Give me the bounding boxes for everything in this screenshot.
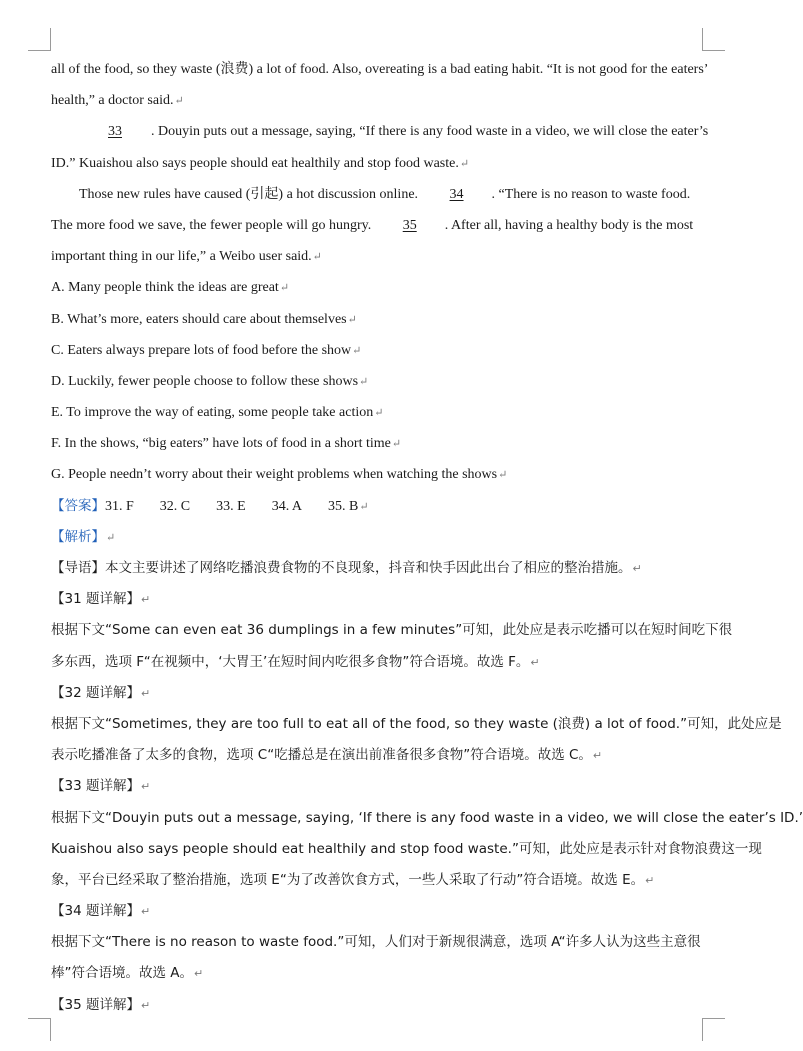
paragraph-mark: ↵ [498, 469, 508, 482]
analysis-label-line [51, 522, 705, 553]
blank-33: 33 [108, 124, 122, 140]
option-g [51, 459, 705, 490]
option-text: A. Many people think the ideas are great [51, 280, 279, 296]
text-line [51, 54, 709, 85]
text-run: Kuaishou also says people should eat healthily and stop food waste.”可知，此处应是表示针对食物浪费这一现 [51, 840, 762, 857]
paragraph-mark: ↵ [140, 593, 151, 607]
text-line [51, 210, 705, 241]
analysis-label: 【解析】 [51, 528, 105, 545]
section-title: 【32 题详解】 [51, 684, 140, 701]
text-run: all of the food, so they waste (浪费) a lot of food. Also, overeating is a bad eating habit. “It is not good for the eaters’ [51, 62, 709, 77]
paragraph-mark: ↵ [352, 344, 362, 357]
option-e [51, 397, 705, 428]
paragraph-mark: ↵ [140, 780, 151, 794]
answer-item: 31. F [105, 498, 134, 514]
option-text: F. In the shows, “big eaters” have lots of food in a short time [51, 436, 391, 452]
text-line [51, 116, 709, 147]
text-line [51, 85, 705, 116]
text-line [51, 647, 705, 678]
option-d [51, 366, 705, 397]
option-c [51, 335, 705, 366]
answer-item: 33. E [216, 498, 246, 514]
text-run: important thing in our life,” a Weibo user said. [51, 249, 312, 265]
paragraph-mark: ↵ [530, 655, 540, 669]
text-line [51, 241, 705, 272]
page-corner-mark-bottom-right [702, 1018, 725, 1041]
text-run: 根据下文“Douyin puts out a message, saying, ‘If there is any food waste in a video, we will close the eater’s ID.’ [51, 809, 803, 826]
q33-title [51, 771, 705, 802]
text-run: 多东西，选项 F“在视频中，‘大胃王’在短时间内吃很多食物”符合语境。故选 F。 [51, 653, 530, 670]
text-line [51, 803, 803, 834]
q34-title [51, 896, 705, 927]
answer-item: 34. A [271, 498, 303, 514]
text-run: 根据下文“Sometimes, they are too full to eat all of the food, so they waste (浪费) a lot of food.”可知，此处应是 [51, 715, 782, 732]
text-run: 棒”符合语境。故选 A。 [51, 965, 194, 982]
paragraph-mark: ↵ [347, 313, 357, 326]
paragraph-mark: ↵ [140, 905, 151, 919]
guide-line [51, 553, 705, 584]
text-run: . “There is no reason to waste food. [491, 186, 691, 202]
option-b [51, 304, 705, 335]
blank-34: 34 [449, 186, 464, 202]
text-line [51, 709, 782, 740]
blank-35: 35 [402, 217, 417, 233]
option-text: C. Eaters always prepare lots of food before the show [51, 342, 352, 358]
paragraph-mark: ↵ [140, 998, 151, 1012]
paragraph-mark: ↵ [592, 749, 603, 763]
text-line [51, 148, 705, 179]
paragraph-mark: ↵ [374, 407, 384, 420]
answer-line [51, 491, 705, 522]
text-run: Those new rules have caused (引起) a hot discussion online. [79, 186, 419, 202]
text-line [51, 615, 733, 646]
text-line [51, 865, 705, 896]
section-title: 【33 题详解】 [51, 778, 140, 795]
paragraph-mark: ↵ [391, 438, 402, 451]
paragraph-mark: ↵ [645, 873, 655, 887]
option-a [51, 272, 705, 303]
paragraph-mark: ↵ [194, 967, 204, 981]
paragraph-mark: ↵ [106, 531, 116, 544]
paragraph-mark: ↵ [359, 500, 369, 513]
text-run: . Douyin puts out a message, saying, “If there is any food waste in a video, we will close the eater’s [151, 124, 709, 140]
text-run: . After all, having a healthy body is the most [444, 217, 694, 233]
page-corner-mark-top-left [28, 28, 51, 51]
guide-text: 【导语】本文主要讲述了网络吃播浪费食物的不良现象，抖音和快手因此出台了相应的整治措施。 [51, 560, 632, 576]
text-line [51, 179, 705, 210]
q31-title [51, 584, 705, 615]
text-line [51, 958, 705, 989]
section-title: 【35 题详解】 [51, 996, 140, 1013]
paragraph-mark: ↵ [359, 375, 369, 388]
text-line [51, 740, 705, 771]
paragraph-mark: ↵ [312, 251, 322, 264]
text-run: 表示吃播准备了太多的食物，选项 C“吃播总是在演出前准备很多食物”符合语境。故选 C。 [51, 747, 592, 764]
option-text: G. People needn’t worry about their weight problems when watching the shows [51, 467, 498, 483]
section-title: 【34 题详解】 [51, 903, 140, 920]
paragraph-mark: ↵ [279, 282, 290, 295]
text-line [51, 834, 762, 865]
text-run: ID.” Kuaishou also says people should eat healthily and stop food waste. [51, 155, 459, 171]
answer-label: 【答案】 [51, 497, 105, 514]
q32-title [51, 678, 705, 709]
section-title: 【31 题详解】 [51, 591, 140, 608]
option-f [51, 428, 705, 459]
paragraph-mark: ↵ [140, 686, 151, 700]
paragraph-mark: ↵ [459, 157, 470, 170]
answer-item: 32. C [159, 498, 191, 514]
text-run: 根据下文“Some can even eat 36 dumplings in a few minutes”可知，此处应是表示吃播可以在短时间吃下很 [51, 622, 733, 639]
page-corner-mark-bottom-left [28, 1018, 51, 1041]
option-text: B. What’s more, eaters should care about themselves [51, 311, 347, 327]
option-text: D. Luckily, fewer people choose to follow these shows [51, 373, 359, 389]
text-run: The more food we save, the fewer people will go hungry. [51, 217, 372, 233]
text-run: health,” a doctor said. [51, 93, 174, 109]
answer-item: 35. B [328, 498, 359, 514]
document-body [51, 54, 803, 1021]
paragraph-mark: ↵ [174, 95, 184, 108]
text-run: 象，平台已经采取了整治措施，选项 E“为了改善饮食方式，一些人采取了行动”符合语境。故选 E。 [51, 871, 645, 888]
text-run: 根据下文“There is no reason to waste food.”可知，人们对于新规很满意，选项 A“许多人认为这些主意很 [51, 934, 701, 951]
page-corner-mark-top-right [702, 28, 725, 51]
paragraph-mark: ↵ [632, 562, 642, 575]
option-text: E. To improve the way of eating, some people take action [51, 405, 374, 421]
text-line [51, 927, 705, 958]
q35-title [51, 990, 705, 1021]
